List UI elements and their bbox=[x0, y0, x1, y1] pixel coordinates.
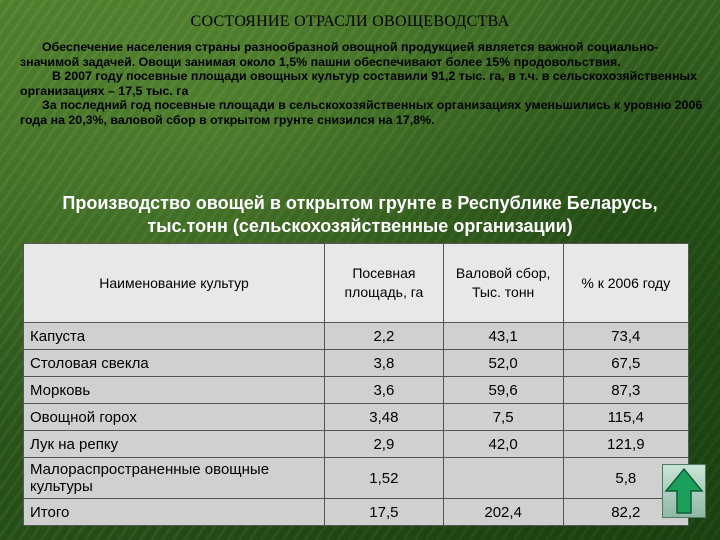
cell-percent: 115,4 bbox=[563, 404, 688, 431]
cell-percent: 5,8 bbox=[563, 458, 688, 499]
table-header-row bbox=[24, 244, 689, 323]
cell-harvest: 43,1 bbox=[443, 323, 563, 350]
table-row bbox=[24, 499, 689, 526]
table-row bbox=[24, 404, 689, 431]
cell-crop: Итого bbox=[24, 499, 325, 526]
cell-harvest: 42,0 bbox=[443, 431, 563, 458]
up-navigation-button[interactable] bbox=[662, 464, 706, 518]
table-row bbox=[24, 323, 689, 350]
cell-crop: Капуста bbox=[24, 323, 325, 350]
intro-paragraph-3: За последний год посевные площади в сельскохозяйственных организациях уменьшились к уровню 2006 года на 20,3%, валовой сбор в открытом грунте снизился на 17,8%. bbox=[20, 98, 703, 127]
cell-area: 1,52 bbox=[325, 458, 444, 499]
intro-paragraph-1: Обеспечение населения страны разнообразной овощной продукцией является важной социально-значимой задачей. Овощи занимая около 1,5% пашни обеспечивают более 15% продовольствия. bbox=[20, 40, 659, 69]
intro-paragraph-2: В 2007 году посевные площади овощных культур составили 91,2 тыс. га, в т.ч. в сельскохозяйственных организациях – 17,5 тыс. га bbox=[20, 69, 697, 98]
cell-area: 3,48 bbox=[325, 404, 444, 431]
cell-area: 3,8 bbox=[325, 350, 444, 377]
cell-area: 2,2 bbox=[325, 323, 444, 350]
header-area: Посевная площадь, га bbox=[325, 244, 444, 323]
cell-percent: 67,5 bbox=[563, 350, 688, 377]
up-arrow-icon bbox=[663, 465, 705, 517]
table-row bbox=[24, 377, 689, 404]
cell-percent: 82,2 bbox=[563, 499, 688, 526]
table-title: Производство овощей в открытом грунте в Республике Беларусь, тыс.тонн (сельскохозяйственные организации) bbox=[62, 193, 658, 236]
header-crop: Наименование культур bbox=[24, 244, 325, 323]
page-title: СОСТОЯНИЕ ОТРАСЛИ ОВОЩЕВОДСТВА bbox=[190, 13, 510, 30]
intro-text bbox=[20, 40, 710, 127]
cell-crop: Столовая свекла bbox=[24, 350, 325, 377]
table-row bbox=[24, 458, 689, 499]
cell-area: 2,9 bbox=[325, 431, 444, 458]
header-percent: % к 2006 году bbox=[563, 244, 688, 323]
cell-crop: Лук на репку bbox=[24, 431, 325, 458]
production-table bbox=[23, 243, 689, 526]
cell-crop: Морковь bbox=[24, 377, 325, 404]
cell-harvest: 59,6 bbox=[443, 377, 563, 404]
cell-crop: Овощной горох bbox=[24, 404, 325, 431]
cell-percent: 73,4 bbox=[563, 323, 688, 350]
table-row bbox=[24, 350, 689, 377]
cell-harvest bbox=[443, 458, 563, 499]
cell-percent: 121,9 bbox=[563, 431, 688, 458]
cell-area: 17,5 bbox=[325, 499, 444, 526]
cell-percent: 87,3 bbox=[563, 377, 688, 404]
cell-area: 3,6 bbox=[325, 377, 444, 404]
table-row bbox=[24, 431, 689, 458]
cell-harvest: 7,5 bbox=[443, 404, 563, 431]
cell-crop: Малораспространенные овощные культуры bbox=[24, 458, 325, 499]
cell-harvest: 52,0 bbox=[443, 350, 563, 377]
header-harvest: Валовой сбор, Тыс. тонн bbox=[443, 244, 563, 323]
cell-harvest: 202,4 bbox=[443, 499, 563, 526]
